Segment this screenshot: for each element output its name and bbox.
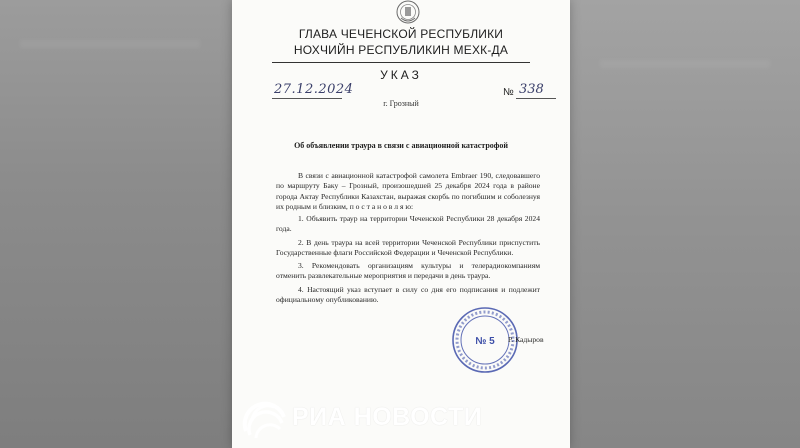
decree-document [232,0,570,448]
item-1-text: 1. Объявить траур на территории Чеченской Республики 28 декабря 2024 года. [276,214,540,234]
item-3 [276,261,540,282]
ria-novosti-brand: РИА НОВОСТИ [292,403,483,431]
decree-number: 338 [519,82,544,97]
number-underline [516,98,556,99]
city: г. Грозный [383,99,419,108]
background-blur [600,60,770,68]
item-2 [276,238,540,259]
stamp-number: № 5 [475,336,495,347]
ria-globe-logo-icon [242,401,288,441]
item-1 [276,214,540,235]
preamble-text: В связи с авиационной катастрофой самолета Embraer 190, следовавшего по маршруту Баку – Грозный, произошедшей 25 декабря 2024 года в районе города Актау Республики Казахстан, выражая скорбь по погибшим и соболезнуя их родным и близким, п о с т а н о в л я ю: [276,171,540,212]
coat-of-arms-icon [393,0,423,26]
item-4 [276,285,540,306]
background-left [0,0,240,448]
decree-date: 27.12.2024 [274,82,354,97]
number-label: № [503,87,514,98]
item-4-text: 4. Настоящий указ вступает в силу со дня его подписания и подлежит официальному опубликованию. [276,285,540,305]
signer-name: Р. Кадыров [508,335,544,344]
header-line-chechen: НОХЧИЙН РЕСПУБЛИКИН МЕХК-ДА [293,43,509,57]
ria-novosti-watermark [240,399,483,443]
background-blur [20,40,200,48]
header-line-russian: ГЛАВА ЧЕЧЕНСКОЙ РЕСПУБЛИКИ [298,27,504,41]
item-3-text: 3. Рекомендовать организациям культуры и телерадиокомпаниям отменить развлекательные мероприятия и передачи в день траура. [276,261,540,281]
header-divider [272,62,530,63]
decree-title: Об объявлении траура в связи с авиационной катастрофой [294,141,508,150]
preamble [276,171,540,213]
document-type: УКАЗ [380,68,422,82]
item-2-text: 2. В день траура на всей территории Чеченской Республики приспустить Государственные флаги Российской Федерации и Чеченской Республики. [276,238,540,258]
